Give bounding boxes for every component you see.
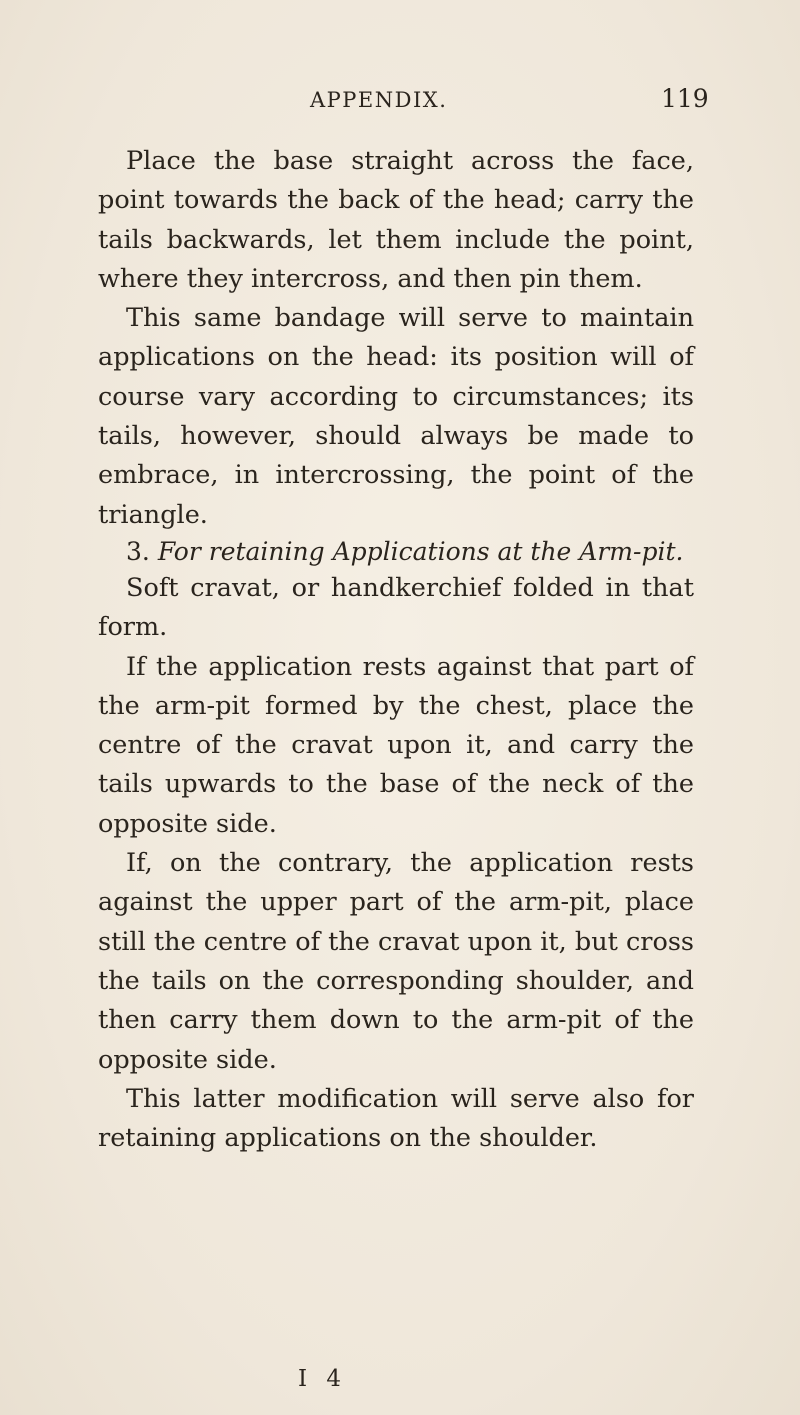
signature-mark: I 4 xyxy=(298,1366,348,1392)
body-text xyxy=(98,142,694,1158)
running-title: APPENDIX. xyxy=(310,88,448,112)
section-title: For retaining Applications at the Arm-pit. xyxy=(157,536,684,566)
paragraph-soft-cravat: Soft cravat, or handkerchief folded in that form. xyxy=(98,572,694,643)
running-head xyxy=(0,84,800,118)
paragraph-bandage-placement: Place the base straight across the face, point towards the back of the head; carry the tails backwards, let them include the point, where they intercross, and then pin them. xyxy=(98,146,694,294)
section-number: 3. xyxy=(126,536,150,566)
paragraph-head-applications: This same bandage will serve to maintain applications on the head: its position will of course vary according to circumstances; its tails, however, should always be made to embrace, in intercrossing, the point of the triangle. xyxy=(98,303,694,530)
paragraph-upper-armpit: If, on the contrary, the application rests against the upper part of the arm-pit, place still the centre of the cravat upon it, but cross the tails on the corresponding shoulder, and then carry them down to the arm-pit of the opposite side. xyxy=(98,848,694,1075)
paragraph-shoulder-modification: This latter modification will serve also for retaining applications on the shoulder. xyxy=(98,1083,694,1154)
page-number: 119 xyxy=(661,84,709,113)
section-heading xyxy=(98,535,694,569)
paragraph-chest-application: If the application rests against that part of the arm-pit formed by the chest, place the centre of the cravat upon it, and carry the tails upwards to the base of the neck of the opposite side. xyxy=(98,651,694,839)
